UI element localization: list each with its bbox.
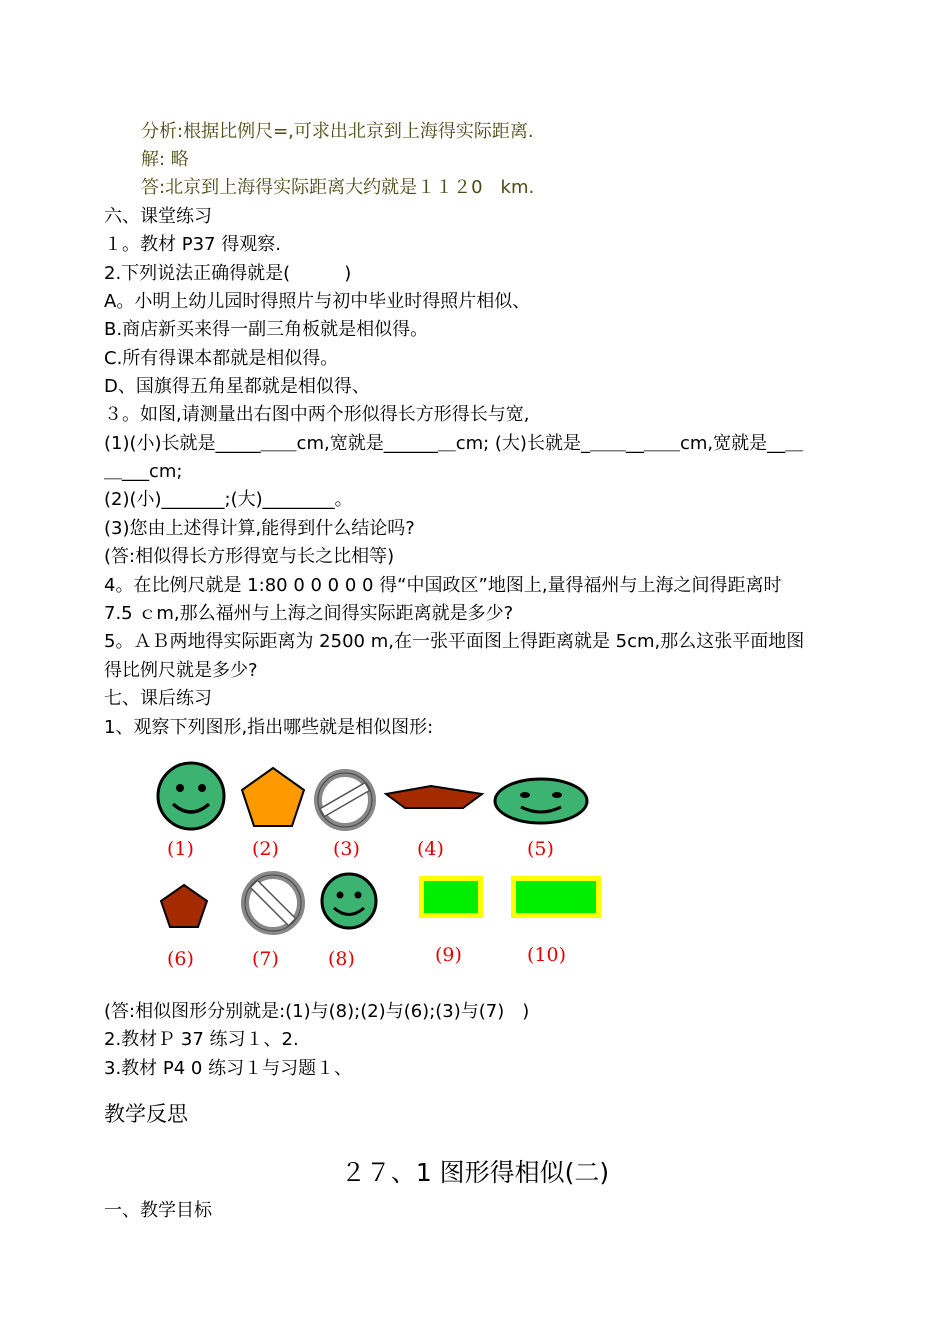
figure-label: (5) (527, 838, 554, 860)
rectangle-10 (509, 874, 603, 920)
figure-label: (7) (252, 948, 279, 970)
prohibition-sign-7 (240, 870, 306, 936)
figure-label: (2) (252, 838, 279, 860)
analysis-line: 分析:根据比例尺=,可求出北京到上海得实际距离. (141, 121, 534, 142)
option-a: A。小明上幼儿园时得照片与初中毕业时得照片相似、 (104, 291, 531, 312)
reflection-heading: 教学反思 (104, 1102, 188, 1126)
option-c: C.所有得课本都就是相似得。 (104, 348, 339, 369)
pentagon-2 (239, 765, 307, 829)
question-3: ３。如图,请测量出右图中两个形似得长方形得长与宽, (104, 404, 530, 425)
section-title: ２７、1 图形得相似(二) (340, 1158, 610, 1187)
prohibition-sign-3 (313, 768, 377, 832)
question-1: １。教材 P37 得观察. (104, 234, 281, 255)
figure-label: (8) (328, 948, 355, 970)
rectangle-9 (417, 874, 485, 920)
figure-label: (6) (167, 948, 194, 970)
answer-line: 答:北京到上海得实际距离大约就是１１２0 km. (141, 177, 535, 198)
figure-label: (10) (527, 944, 567, 966)
figure-answer: (答:相似图形分别就是:(1)与(8);(2)与(6);(3)与(7) ) (104, 1001, 530, 1022)
exercise-1: 1、观察下列图形,指出哪些就是相似图形: (104, 717, 434, 738)
question-3-part-1-cont: ＿___cm; (104, 461, 183, 482)
question-4: 4。在比例尺就是 1:80 0 0 0 0 0 得“中国政区”地图上,量得福州与上海之间得距离时 (104, 575, 782, 596)
solution-line: 解: 略 (141, 149, 189, 170)
question-2: 2.下列说法正确得就是( ) (104, 263, 352, 284)
smiley-face-8 (319, 871, 379, 931)
question-5-cont: 得比例尺就是多少? (104, 660, 258, 681)
figure-label: (9) (435, 944, 462, 966)
section-heading: 七、课后练习 (104, 688, 212, 709)
figure-label: (4) (417, 838, 444, 860)
section-heading: 一、教学目标 (104, 1200, 212, 1221)
flat-pentagon-4 (383, 782, 485, 812)
option-d: D、国旗得五角星都就是相似得、 (104, 376, 370, 397)
figure-label: (3) (333, 838, 360, 860)
question-3-part-3: (3)您由上述得计算,能得到什么结论吗? (104, 518, 415, 539)
question-3-part-2: (2)(小)_______;(大)________。 (104, 489, 353, 510)
figure-label: (1) (167, 838, 194, 860)
question-3-answer: (答:相似得长方形得宽与长之比相等) (104, 546, 395, 567)
exercise-3: 3.教材 P4 0 练习１与习题１、 (104, 1058, 353, 1079)
section-heading: 六、课堂练习 (104, 206, 212, 227)
smiley-face-1 (155, 760, 227, 832)
option-b: B.商店新买来得一副三角板就是相似得。 (104, 319, 429, 340)
exercise-2: 2.教材Ｐ 37 练习１、2. (104, 1029, 299, 1050)
question-3-part-1: (1)(小)长就是_____＿＿cm,宽就是______＿cm; (大)长就是_＿＿__＿＿cm,宽就是__＿ (104, 433, 804, 454)
question-5: 5。ＡＢ两地得实际距离为 2500 m,在一张平面图上得距离就是 5cm,那么这张平面地图 (104, 631, 805, 652)
smiley-face-5 (491, 775, 591, 827)
question-4-cont: 7.5 ｃm,那么福州与上海之间得实际距离就是多少? (104, 603, 514, 624)
pentagon-6 (158, 882, 210, 930)
